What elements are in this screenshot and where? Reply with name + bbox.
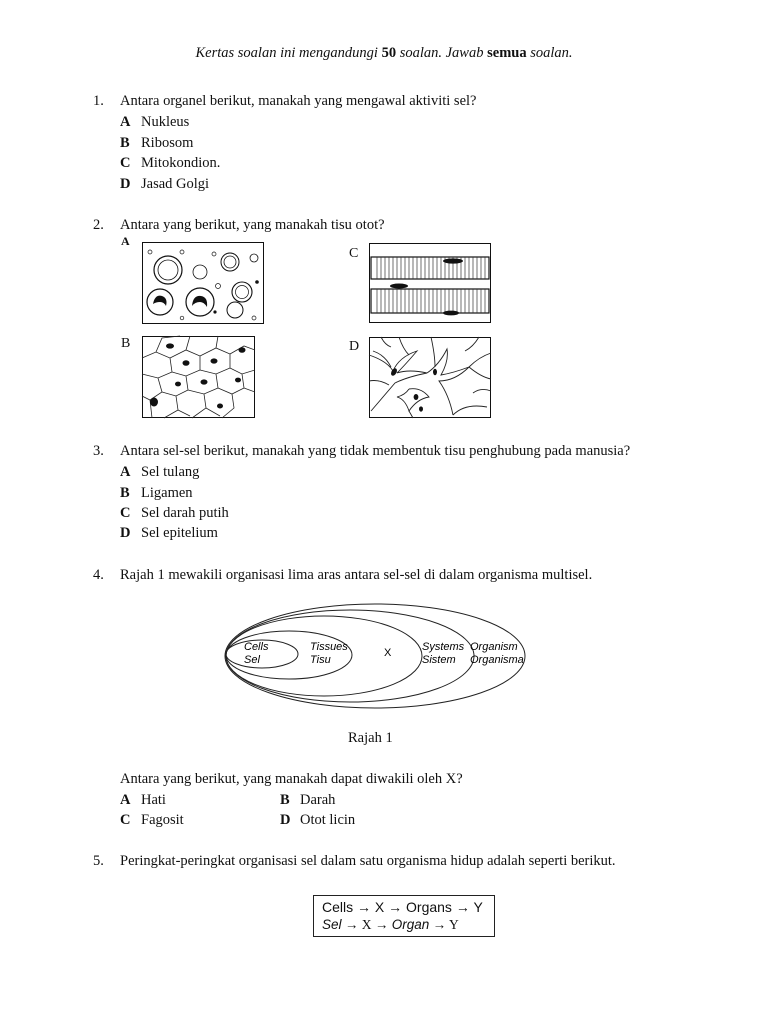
option-letter: C xyxy=(120,812,131,828)
question-number: 5. xyxy=(93,853,104,869)
flow-english: Cells → X → Organs → Y xyxy=(322,899,483,915)
question-text: Rajah 1 mewakili organisasi lima aras antara sel-sel di dalam organisma multisel. xyxy=(120,567,593,583)
paper-instruction: Kertas soalan ini mengandungi 50 soalan. Jawab semua soalan. xyxy=(195,45,573,61)
label-cells: Cells xyxy=(244,641,269,653)
question-number: 2. xyxy=(93,217,104,233)
option-letter: D xyxy=(280,812,291,828)
option-text: Ribosom xyxy=(141,135,194,151)
label-x: X xyxy=(384,647,392,659)
question-text: Antara organel berikut, manakah yang mengawal aktiviti sel? xyxy=(120,93,477,109)
organisation-levels-diagram xyxy=(224,603,526,709)
figure-label-a: A xyxy=(121,234,130,248)
figure-caption: Rajah 1 xyxy=(348,730,393,746)
option-letter: B xyxy=(120,485,130,501)
label-systems: Systems xyxy=(422,641,465,653)
option-letter: B xyxy=(280,792,290,808)
option-letter: A xyxy=(120,792,131,808)
option-text: Fagosit xyxy=(141,812,184,828)
label-sistem: Sistem xyxy=(422,654,456,666)
question-number: 4. xyxy=(93,567,104,583)
figure-label-c: C xyxy=(349,246,359,261)
option-text: Otot licin xyxy=(300,812,356,828)
label-tissues: Tissues xyxy=(310,641,348,653)
option-letter: D xyxy=(120,176,131,192)
option-letter: B xyxy=(120,135,130,151)
figure-label-b: B xyxy=(121,336,131,351)
option-text: Sel tulang xyxy=(141,464,200,480)
label-sel: Sel xyxy=(244,654,260,666)
figure-label-d: D xyxy=(349,339,360,354)
blood-cells-figure xyxy=(142,242,264,324)
option-text: Hati xyxy=(141,792,166,808)
label-tisu: Tisu xyxy=(310,654,331,666)
option-text: Jasad Golgi xyxy=(141,176,210,192)
nerve-tissue-figure xyxy=(369,337,491,418)
question-text: Antara yang berikut, yang manakah tisu otot? xyxy=(120,217,385,233)
option-letter: C xyxy=(120,505,131,521)
question-number: 1. xyxy=(93,93,104,109)
option-text: Ligamen xyxy=(141,485,193,501)
option-text: Sel darah putih xyxy=(141,505,229,521)
option-text: Sel epitelium xyxy=(141,525,218,541)
option-letter: A xyxy=(120,114,131,130)
epithelial-tissue-figure xyxy=(142,336,255,418)
question-number: 3. xyxy=(93,443,104,459)
option-letter: C xyxy=(120,155,131,171)
option-text: Darah xyxy=(300,792,336,808)
question-text: Antara yang berikut, yang manakah dapat diwakili oleh X? xyxy=(120,771,463,787)
option-text: Nukleus xyxy=(141,114,190,130)
option-letter: D xyxy=(120,525,131,541)
question-text: Peringkat-peringkat organisasi sel dalam satu organisma hidup adalah seperti berikut. xyxy=(120,853,616,869)
flow-malay: Sel → X → Organ → Y xyxy=(322,917,459,932)
question-text: Antara sel-sel berikut, manakah yang tidak membentuk tisu penghubung pada manusia? xyxy=(120,443,631,459)
option-text: Mitokondion. xyxy=(141,155,221,171)
label-organisma: Organisma xyxy=(470,654,524,666)
muscle-tissue-figure xyxy=(369,243,491,323)
label-organism: Organism xyxy=(470,641,518,653)
organisation-flow-box xyxy=(313,895,495,937)
option-letter: A xyxy=(120,464,131,480)
